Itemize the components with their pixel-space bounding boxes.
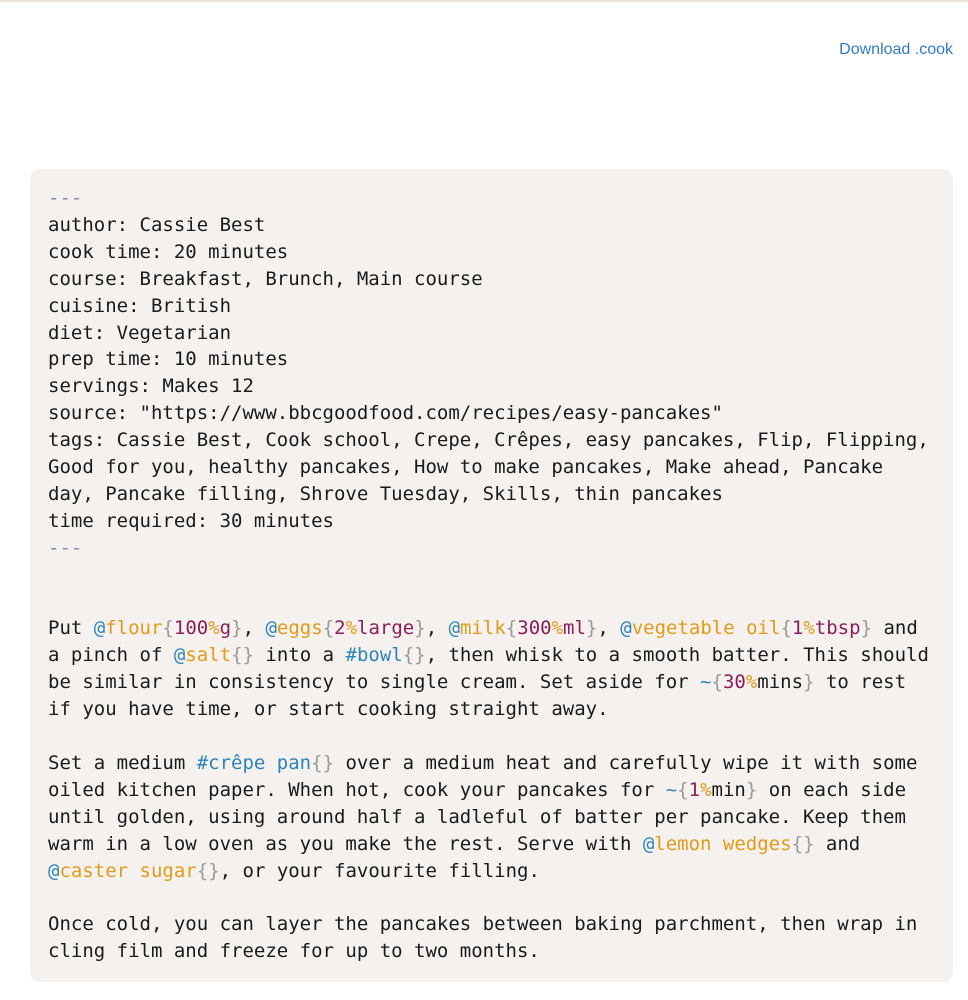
top-rule [0, 0, 968, 2]
recipe-source-code [48, 185, 941, 965]
meta-time-required: time required: 30 minutes [48, 509, 334, 532]
spacer [48, 562, 935, 616]
meta-servings: servings: Makes 12 [48, 375, 254, 398]
spacer [48, 885, 935, 912]
frontmatter-open-delimiter: --- [48, 187, 83, 209]
ingredient-salt: @salt{} [173, 644, 254, 667]
meta-cook-time: cook time: 20 minutes [48, 240, 289, 263]
step-1: Put @flour{100%g}, @eggs{2%large}, @milk{300%ml}, @vegetable oil{1%tbsp} and a pinch of @salt{} into a #bowl{}, then whisk to a smooth batter. This should be similar in consistency to single cream. Set aside for ~{30%mins} to rest if you have time, or start cooking straight away. [48, 617, 941, 721]
step-text: Put [48, 617, 94, 640]
ingredient-lemon-wedges: @lemon wedges{} [642, 832, 815, 855]
timer-30-mins: ~{30%mins} [700, 671, 815, 694]
meta-cuisine: cuisine: British [48, 294, 232, 317]
ingredient-milk: @milk{300%ml} [448, 617, 598, 640]
meta-course: course: Breakfast, Brunch, Main course [48, 267, 483, 290]
step-2: Set a medium #crêpe pan{} over a medium heat and carefully wipe it with some oiled kitchen paper. When hot, cook your pancakes for ~{1%min} on each side until golden, using around half a ladleful of batter per pancake. Keep them warm in a low oven as you make the rest. Serve with @lemon wedges{} and @caster sugar{}, or your favourite filling. [48, 752, 929, 882]
recipe-source-panel [30, 169, 953, 982]
meta-diet: diet: Vegetarian [48, 321, 232, 344]
cookware-crepe-pan: #crêpe pan{} [196, 752, 335, 774]
download-cook-link[interactable]: Download .cook [839, 41, 953, 58]
step-3: Once cold, you can layer the pancakes between baking parchment, then wrap in cling film and freeze for up to two months. [48, 913, 929, 963]
spacer [48, 723, 935, 750]
meta-source: source: "https://www.bbcgoodfood.com/recipes/easy-pancakes" [48, 402, 723, 425]
ingredient-flour: @flour{100%g} [93, 617, 243, 640]
meta-author: author: Cassie Best [48, 213, 266, 236]
cookware-bowl: #bowl{} [345, 644, 426, 667]
meta-prep-time: prep time: 10 minutes [48, 348, 289, 371]
ingredient-vegetable-oil: @vegetable oil{1%tbsp} [620, 617, 873, 640]
ingredient-caster-sugar: @caster sugar{} [48, 859, 220, 882]
timer-1-min: ~{1%min} [665, 778, 758, 801]
ingredient-eggs: @eggs{2%large} [265, 617, 426, 640]
frontmatter-close-delimiter: --- [48, 536, 83, 559]
meta-tags: tags: Cassie Best, Cook school, Crepe, Crêpes, easy pancakes, Flip, Flipping, Good for you, healthy pancakes, How to make pancakes, Make ahead, Pancake day, Pancake filling, Shrove Tuesday, Skills, thin pancakes [48, 429, 941, 505]
